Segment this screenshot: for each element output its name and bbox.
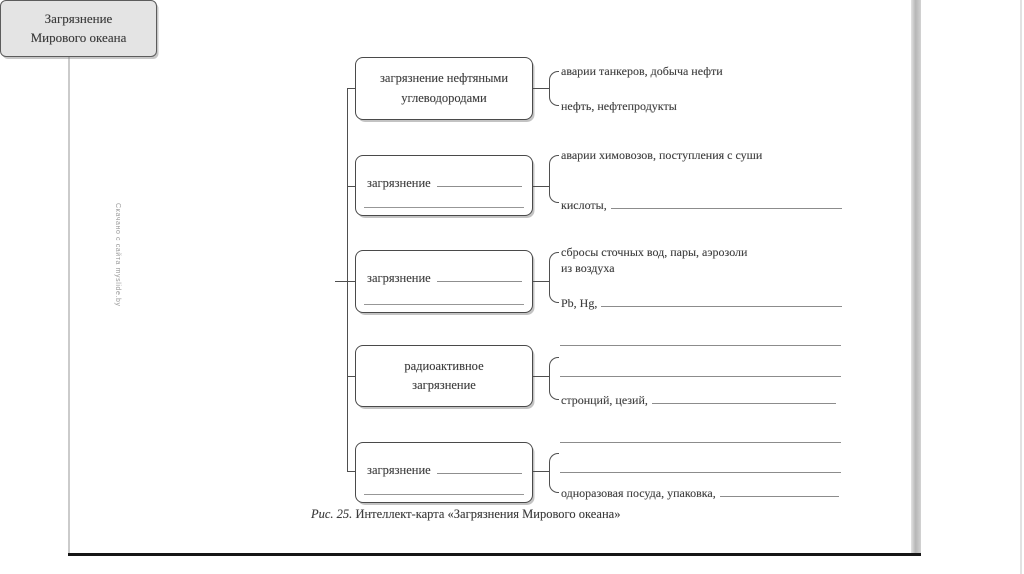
blank-bottom-line xyxy=(364,207,524,208)
leaf-item xyxy=(561,485,839,501)
trunk-line xyxy=(347,88,348,472)
branch1-stub-line xyxy=(347,88,355,89)
leaf-item xyxy=(561,63,723,79)
root-connector-line xyxy=(335,281,347,282)
branch-label: загрязнение нефтяными xyxy=(379,71,509,86)
watermark-text: Скачано с сайта myslide.by xyxy=(114,203,121,307)
branch-box-pollution-2 xyxy=(355,155,533,216)
leaf-text: кислоты, xyxy=(561,198,607,212)
leaf-text: одноразовая посуда, упаковка, xyxy=(561,486,716,500)
branch4-brace xyxy=(549,357,559,400)
branch4-leaf-connector xyxy=(533,376,549,377)
blank-fill-line xyxy=(720,485,839,497)
figure-caption-text: Интеллект-карта «Загрязнения Мирового океана» xyxy=(355,507,621,521)
blank-fill-line xyxy=(437,174,522,187)
branch1-leaf-connector xyxy=(533,88,549,89)
branch-label-row xyxy=(367,269,522,286)
branch-box-radioactive xyxy=(355,345,533,407)
branch-label: радиоактивное xyxy=(404,358,484,373)
branch-box-pollution-3 xyxy=(355,250,533,313)
leaf-item xyxy=(561,392,836,408)
root-label-line1: Загрязнение xyxy=(44,10,113,26)
branch2-brace xyxy=(549,155,559,203)
leaf-text: сбросы сточных вод, пары, аэрозоли xyxy=(561,245,748,259)
leaf-text: аварии танкеров, добыча нефти xyxy=(561,64,723,78)
root-label-line2: Мирового океана xyxy=(30,29,127,45)
branch2-leaf-connector xyxy=(533,186,549,187)
blank-fill-line xyxy=(611,197,842,209)
leaf-text: аварии химовозов, поступления с суши xyxy=(561,148,763,162)
branch3-brace xyxy=(549,252,559,303)
branch2-stub-line xyxy=(347,186,355,187)
blank-answer-line xyxy=(560,376,841,377)
branch5-brace xyxy=(549,453,559,493)
branch5-stub-line xyxy=(347,471,355,472)
leaf-text: стронций, цезий, xyxy=(561,393,648,407)
branch3-stub-line xyxy=(347,281,355,282)
branch5-leaf-connector xyxy=(533,471,549,472)
blank-bottom-line xyxy=(364,494,524,495)
figure-caption xyxy=(311,507,620,522)
blank-answer-line xyxy=(560,472,841,473)
blank-bottom-line xyxy=(364,304,524,305)
leaf-text: нефть, нефтепродукты xyxy=(561,99,677,113)
leaf-item xyxy=(561,244,747,276)
branch1-brace xyxy=(549,71,559,106)
branch3-leaf-connector xyxy=(533,281,549,282)
branch-box-pollution-5 xyxy=(355,442,533,503)
blank-answer-line xyxy=(560,442,841,443)
leaf-item xyxy=(561,98,677,114)
leaf-text: из воздуха xyxy=(561,261,615,275)
blank-answer-line xyxy=(560,345,841,346)
blank-fill-line xyxy=(437,269,522,282)
branch-label-row xyxy=(367,174,522,191)
leaf-item xyxy=(561,147,762,163)
branch-label: загрязнение xyxy=(367,271,431,285)
leaf-text: Pb, Hg, xyxy=(561,296,598,310)
blank-fill-line xyxy=(601,295,842,307)
branch4-stub-line xyxy=(347,376,355,377)
figure-caption-number: Рис. 25. xyxy=(311,507,353,521)
blank-fill-line xyxy=(437,461,522,474)
branch-label: загрязнение xyxy=(367,463,431,477)
root-node-box xyxy=(0,0,157,57)
branch-box-oil xyxy=(355,57,533,120)
branch-label: углеводородами xyxy=(401,90,487,105)
branch-label: загрязнение xyxy=(367,176,431,190)
branch-label: загрязнение xyxy=(412,378,476,392)
blank-fill-line xyxy=(652,392,836,404)
branch-label-row xyxy=(367,461,522,478)
leaf-item xyxy=(561,295,842,311)
leaf-item xyxy=(561,197,842,213)
